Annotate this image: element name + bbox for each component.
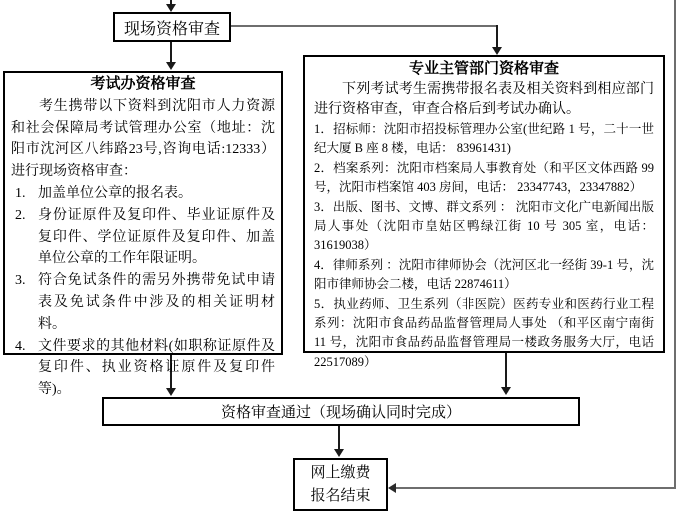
topbox-to-deptbox-vline (496, 25, 498, 48)
review-passed-box (102, 397, 580, 426)
dept-review-box (303, 55, 665, 369)
item-number: 3. (15, 273, 26, 289)
registration-end-label: 报名结束 (310, 487, 371, 504)
dept-item: 5．执业药师、卫生系列（非医院）医药专业和医药行业工程系列：沈阳市食品药品监督管理局人事处 （和平区南宁南街 11 号，沈阳市食品药品监督管理局一楼政务服务大厅，电话 22517089） (314, 296, 654, 369)
online-payment-label: 网上缴费 (310, 464, 371, 481)
exam-office-title: 考试办资格审查 (90, 76, 196, 92)
exam-office-item (11, 270, 275, 335)
exam-office-item (11, 336, 275, 401)
topbox-to-deptbox-arrowhead-icon (492, 47, 502, 55)
pass-to-end-line (338, 426, 340, 450)
online-payment-end-box (293, 458, 388, 511)
right-rail-vline (674, 0, 676, 489)
item-text: 身份证原件及复印件、毕业证原件及复印件、学位证原件及复印件、加盖单位公章的工作年限证明。 (38, 207, 275, 267)
deptbox-to-pass-arrowhead-icon (501, 387, 511, 395)
dept-item: 3．出版、图书、文博、群文系列 ： 沈阳市文化广电新闻出版局人事处（沈阳市皇姑区鸭绿江街 10 号 305 室，电话： 31619038） (314, 199, 654, 253)
right-rail-arrowhead-icon (388, 483, 396, 493)
dept-item: 1．招标师：沈阳市招投标管理办公室(世纪路 1 号，二十一世纪大厦 B 座 8 楼，电话： 83961431) (314, 122, 654, 156)
dept-review-title: 专业主管部门资格审查 (408, 61, 559, 77)
exam-office-item (11, 183, 275, 205)
item-number: 2. (15, 207, 26, 223)
onsite-review-box (113, 12, 231, 42)
dept-review-intro: 下列考试考生需携带报名表及相关资料到相应部门进行资格审查，审查合格后到考试办确认。 (314, 82, 654, 117)
item-number: 1. (15, 185, 26, 201)
item-text: 加盖单位公章的报名表。 (38, 185, 192, 201)
exam-office-item (11, 205, 275, 270)
entry-arrowhead-icon (166, 4, 176, 12)
right-rail-hline (395, 487, 676, 489)
dept-item: 4．律师系列 ：沈阳市律师协会（沈河区北一经街 39-1 号，沈阳市律师协会二楼，电话 22874611） (314, 257, 654, 292)
pass-to-end-arrowhead-icon (334, 449, 344, 457)
exam-office-review-box (3, 71, 283, 398)
item-number: 4. (15, 338, 26, 354)
topbox-to-examoffice-arrowhead-icon (166, 62, 176, 70)
onsite-review-label: 现场资格审查 (123, 20, 220, 38)
topbox-to-deptbox-hline (231, 25, 498, 27)
exam-office-intro: 考生携带以下资料到沈阳市人力资源和社会保障局考试管理办公室（地址：沈阳市沈河区八纬路23号,咨询电话:12333）进行现场资格审查： (11, 98, 275, 180)
item-text: 文件要求的其他材料(如职称证原件及复印件、执业资格证原件及复印件等)。 (38, 338, 275, 398)
dept-item: 2．档案系列：沈阳市档案局人事教育处（和平区文体西路 99 号，沈阳市档案馆 403 房间，电话： 23347743，23347882） (314, 160, 654, 195)
review-passed-label: 资格审查通过（现场确认同时完成） (220, 405, 461, 421)
item-text: 符合免试条件的需另外携带免试申请表及免试条件中涉及的相关证明材料。 (38, 273, 275, 332)
topbox-to-examoffice-line (170, 42, 172, 63)
